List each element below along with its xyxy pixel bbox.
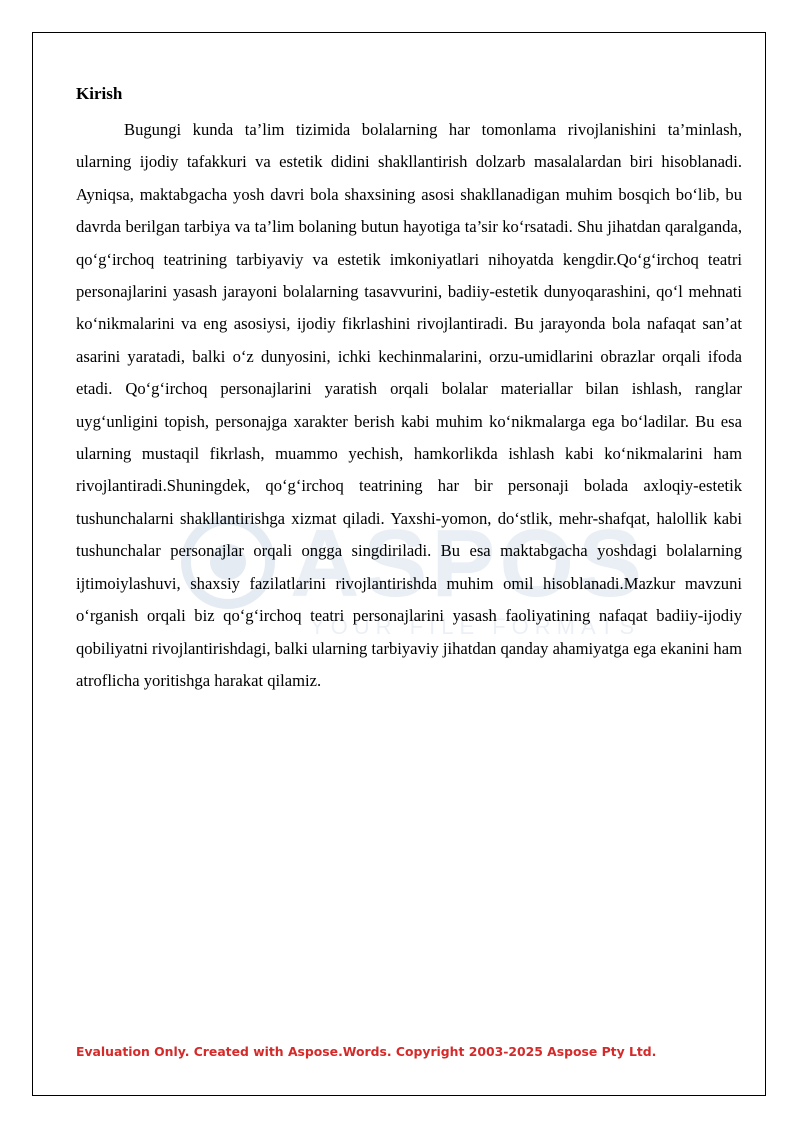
watermark-text: ASPOS	[290, 510, 647, 617]
watermark-tagline: YOUR FILE FORMATS	[310, 614, 641, 639]
section-heading: Kirish	[76, 84, 123, 103]
evaluation-footer-note: Evaluation Only. Created with Aspose.Words. Copyright 2003-2025 Aspose Pty Ltd.	[76, 1044, 657, 1059]
body-paragraph: Bugungi kunda ta’lim tizimida bolalarning har tomonlama rivojlanishini ta’minlash, ularning ijodiy tafakkuri va estetik didini shakllantirish dolzarb masalalardan biri hisoblanadi. Ayniqsa, maktabgacha yosh davri bola shaxsining asosi shakllanadigan muhim bosqich bo‘lib, bu davrda berilgan tarbiya va ta’lim bolaning butun hayotiga ta’sir ko‘rsatadi. Shu jihatdan qaralganda, qo‘g‘irchoq teatrining tarbiyaviy va estetik imkoniyatlari nihoyatda kengdir.Qo‘g‘irchoq teatri personajlarini yasash jarayoni bolalarning tasavvurini, badiiy-estetik dunyoqarashini, qo‘l mehnati ko‘nikmalarini va eng asosiysi, ijodiy fikrlashini rivojlantiradi. Bu jarayonda bola nafaqat san’at asarini yaratadi, balki o‘z dunyosini, ichki kechinmalarini, orzu-umidlarini obrazlar orqali ifoda etadi. Qo‘g‘irchoq personajlarini yaratish orqali bolalar materiallar bilan ishlash, ranglar uyg‘unligini topish, personajga xarakter berish kabi muhim ko‘nikmalarga ega bo‘ladilar. Bu esa ularning mustaqil fikrlash, muammo yechish, hamkorlikda ishlash kabi ko‘nikmalarini ham rivojlantiradi.Shuningdek, qo‘g‘irchoq teatrining har bir personaji bolada axloqiy-estetik tushunchalarni shakllantirishga xizmat qiladi. Yaxshi-yomon, do‘stlik, mehr-shafqat, halollik kabi tushunchalar personajlar orqali ongga singdiriladi. Bu esa maktabgacha yoshdagi bolalarning ijtimoiylashuvi, shaxsiy fazilatlarini rivojlantirishda muhim omil hisoblanadi.Mazkur mavzuni o‘rganish orqali biz qo‘g‘irchoq teatri personajlarini yasash faoliyatining nafaqat badiiy-ijodiy qobiliyatni rivojlantirishdagi, balki ularning tarbiyaviy jihatdan qanday ahamiyatga ega ekanini ham atroflicha yoritishga harakat qilamiz.	[76, 120, 742, 690]
document-body	[76, 80, 742, 697]
